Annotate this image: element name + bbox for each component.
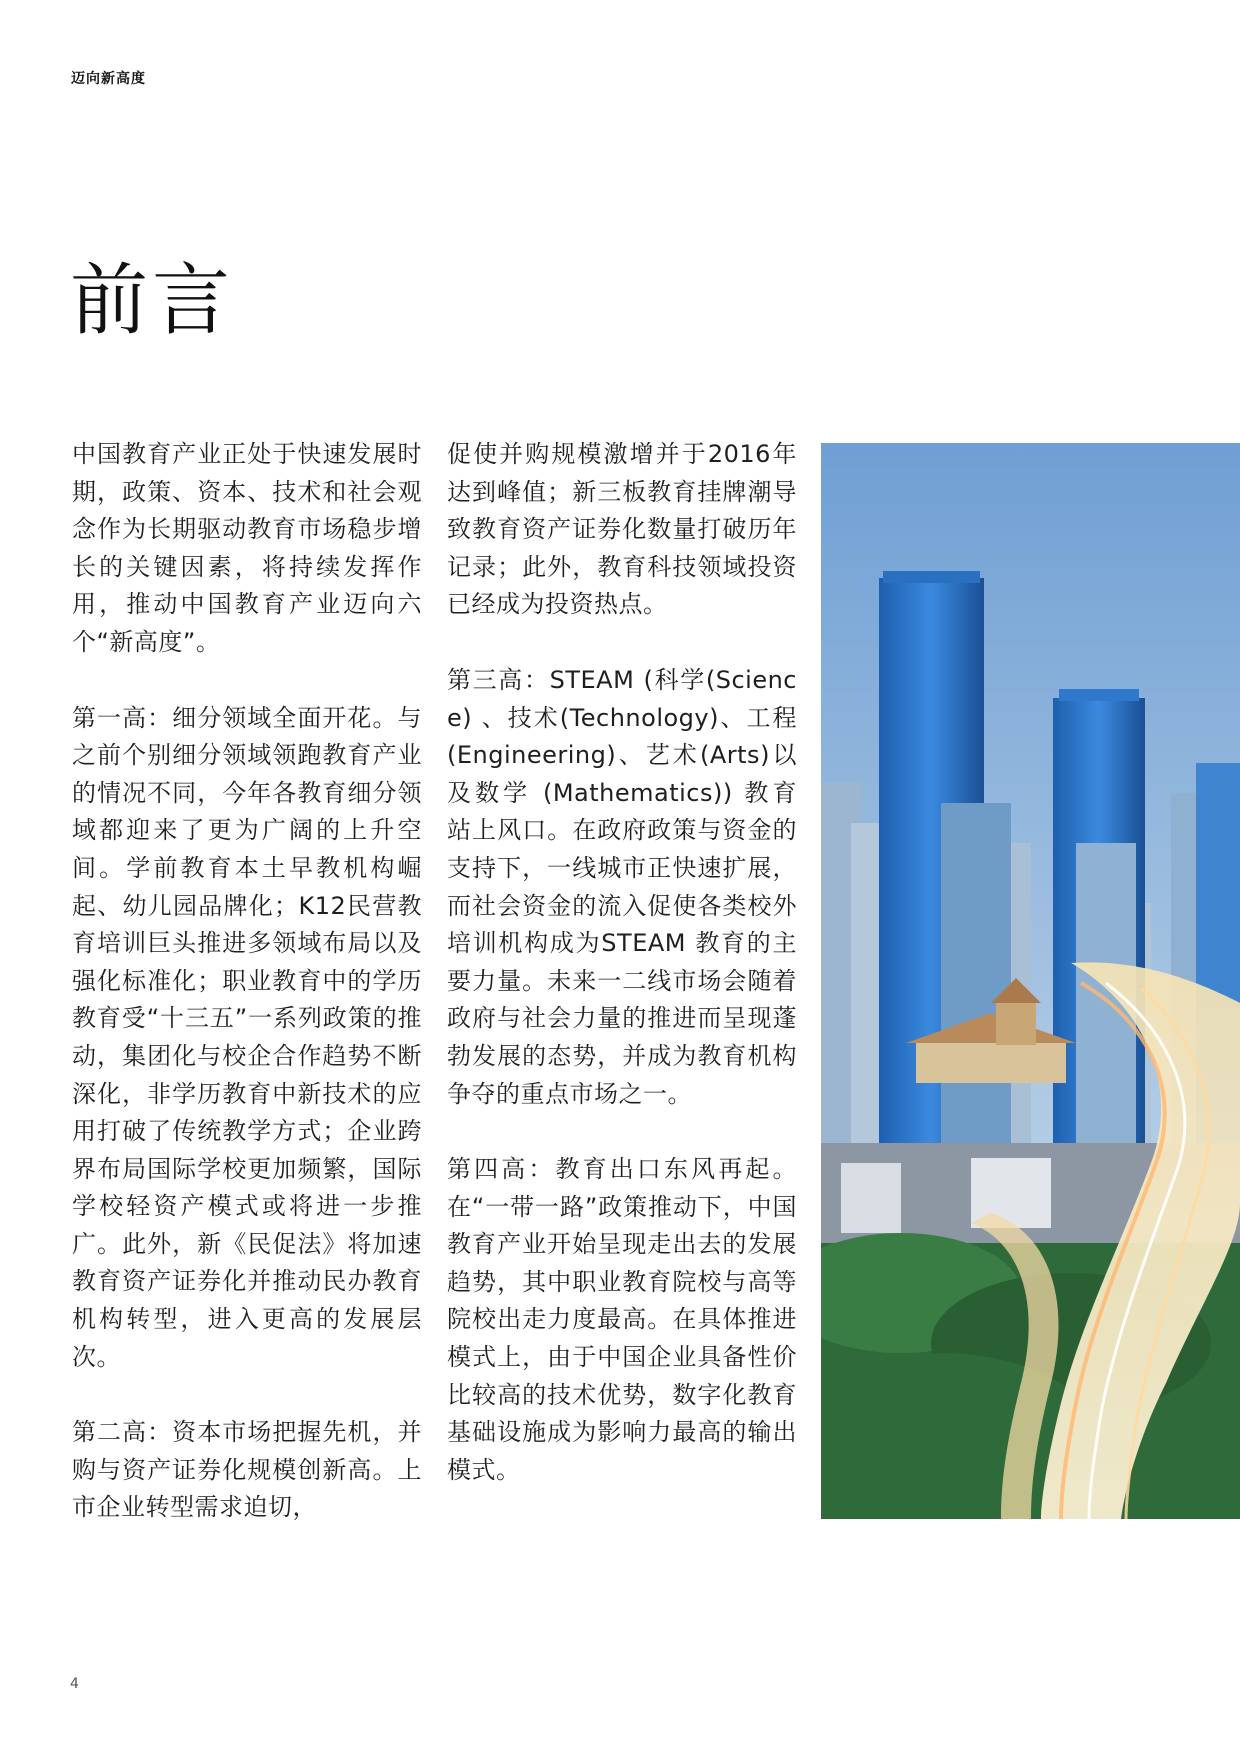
text-column-left xyxy=(72,436,422,1565)
paragraph-fourth-height: 第四高：教育出口东风再起。在“一带一路”政策推动下，中国教育产业开始呈现走出去的发展趋势，其中职业教育院校与高等院校出走力度最高。在具体推进模式上，由于中国企业具备性价比较高的技术优势，数字化教育基础设施成为影响力最高的输出模式。 xyxy=(447,1155,797,1484)
paragraph-second-height: 第二高：资本市场把握先机，并购与资产证券化规模创新高。上市企业转型需求迫切， xyxy=(72,1418,422,1522)
page-number: 4 xyxy=(70,1676,79,1692)
paragraph-first-height: 第一高：细分领域全面开花。与之前个别细分领域领跑教育产业的情况不同，今年各教育细分领域都迎来了更为广阔的上升空间。学前教育本土早教机构崛起、幼儿园品牌化；K12民营教育培训巨头推进多领域布局以及强化标准化；职业教育中的学历教育受“十三五”一系列政策的推动，集团化与校企合作趋势不断深化，非学历教育中新技术的应用打破了传统教学方式；企业跨界布局国际学校更加频繁，国际学校轻资产模式或将进一步推广。此外，新《民促法》将加速教育资产证券化并推动民办教育机构转型，进入更高的发展层次。 xyxy=(72,703,422,1371)
paragraph-second-height-cont: 促使并购规模激增并于2016年达到峰值；新三板教育挂牌潮导致教育资产证券化数量打破历年记录；此外，教育科技领域投资已经成为投资热点。 xyxy=(447,440,797,619)
page-title: 前言 xyxy=(70,256,235,346)
skyline-illustration xyxy=(821,443,1240,1519)
running-header: 迈向新高度 xyxy=(71,71,146,87)
city-skyline-photo xyxy=(821,443,1240,1519)
text-column-middle xyxy=(447,436,797,1527)
paragraph-intro: 中国教育产业正处于快速发展时期，政策、资本、技术和社会观念作为长期驱动教育市场稳步增长的关键因素，将持续发挥作用，推动中国教育产业迈向六个“新高度”。 xyxy=(72,440,422,656)
paragraph-third-height: 第三高：STEAM (科学(Science) 、技术(Technology)、工程(Engineering)、艺术(Arts)以及数学 (Mathematics)) 教育站上风口。在政府政策与资金的支持下，一线城市正快速扩展，而社会资金的流入促使各类校外培训机构成为STEAM 教育的主要力量。未来一二线市场会随着政府与社会力量的推进而呈现蓬勃发展的态势，并成为教育机构争夺的重点市场之一。 xyxy=(447,665,797,1108)
